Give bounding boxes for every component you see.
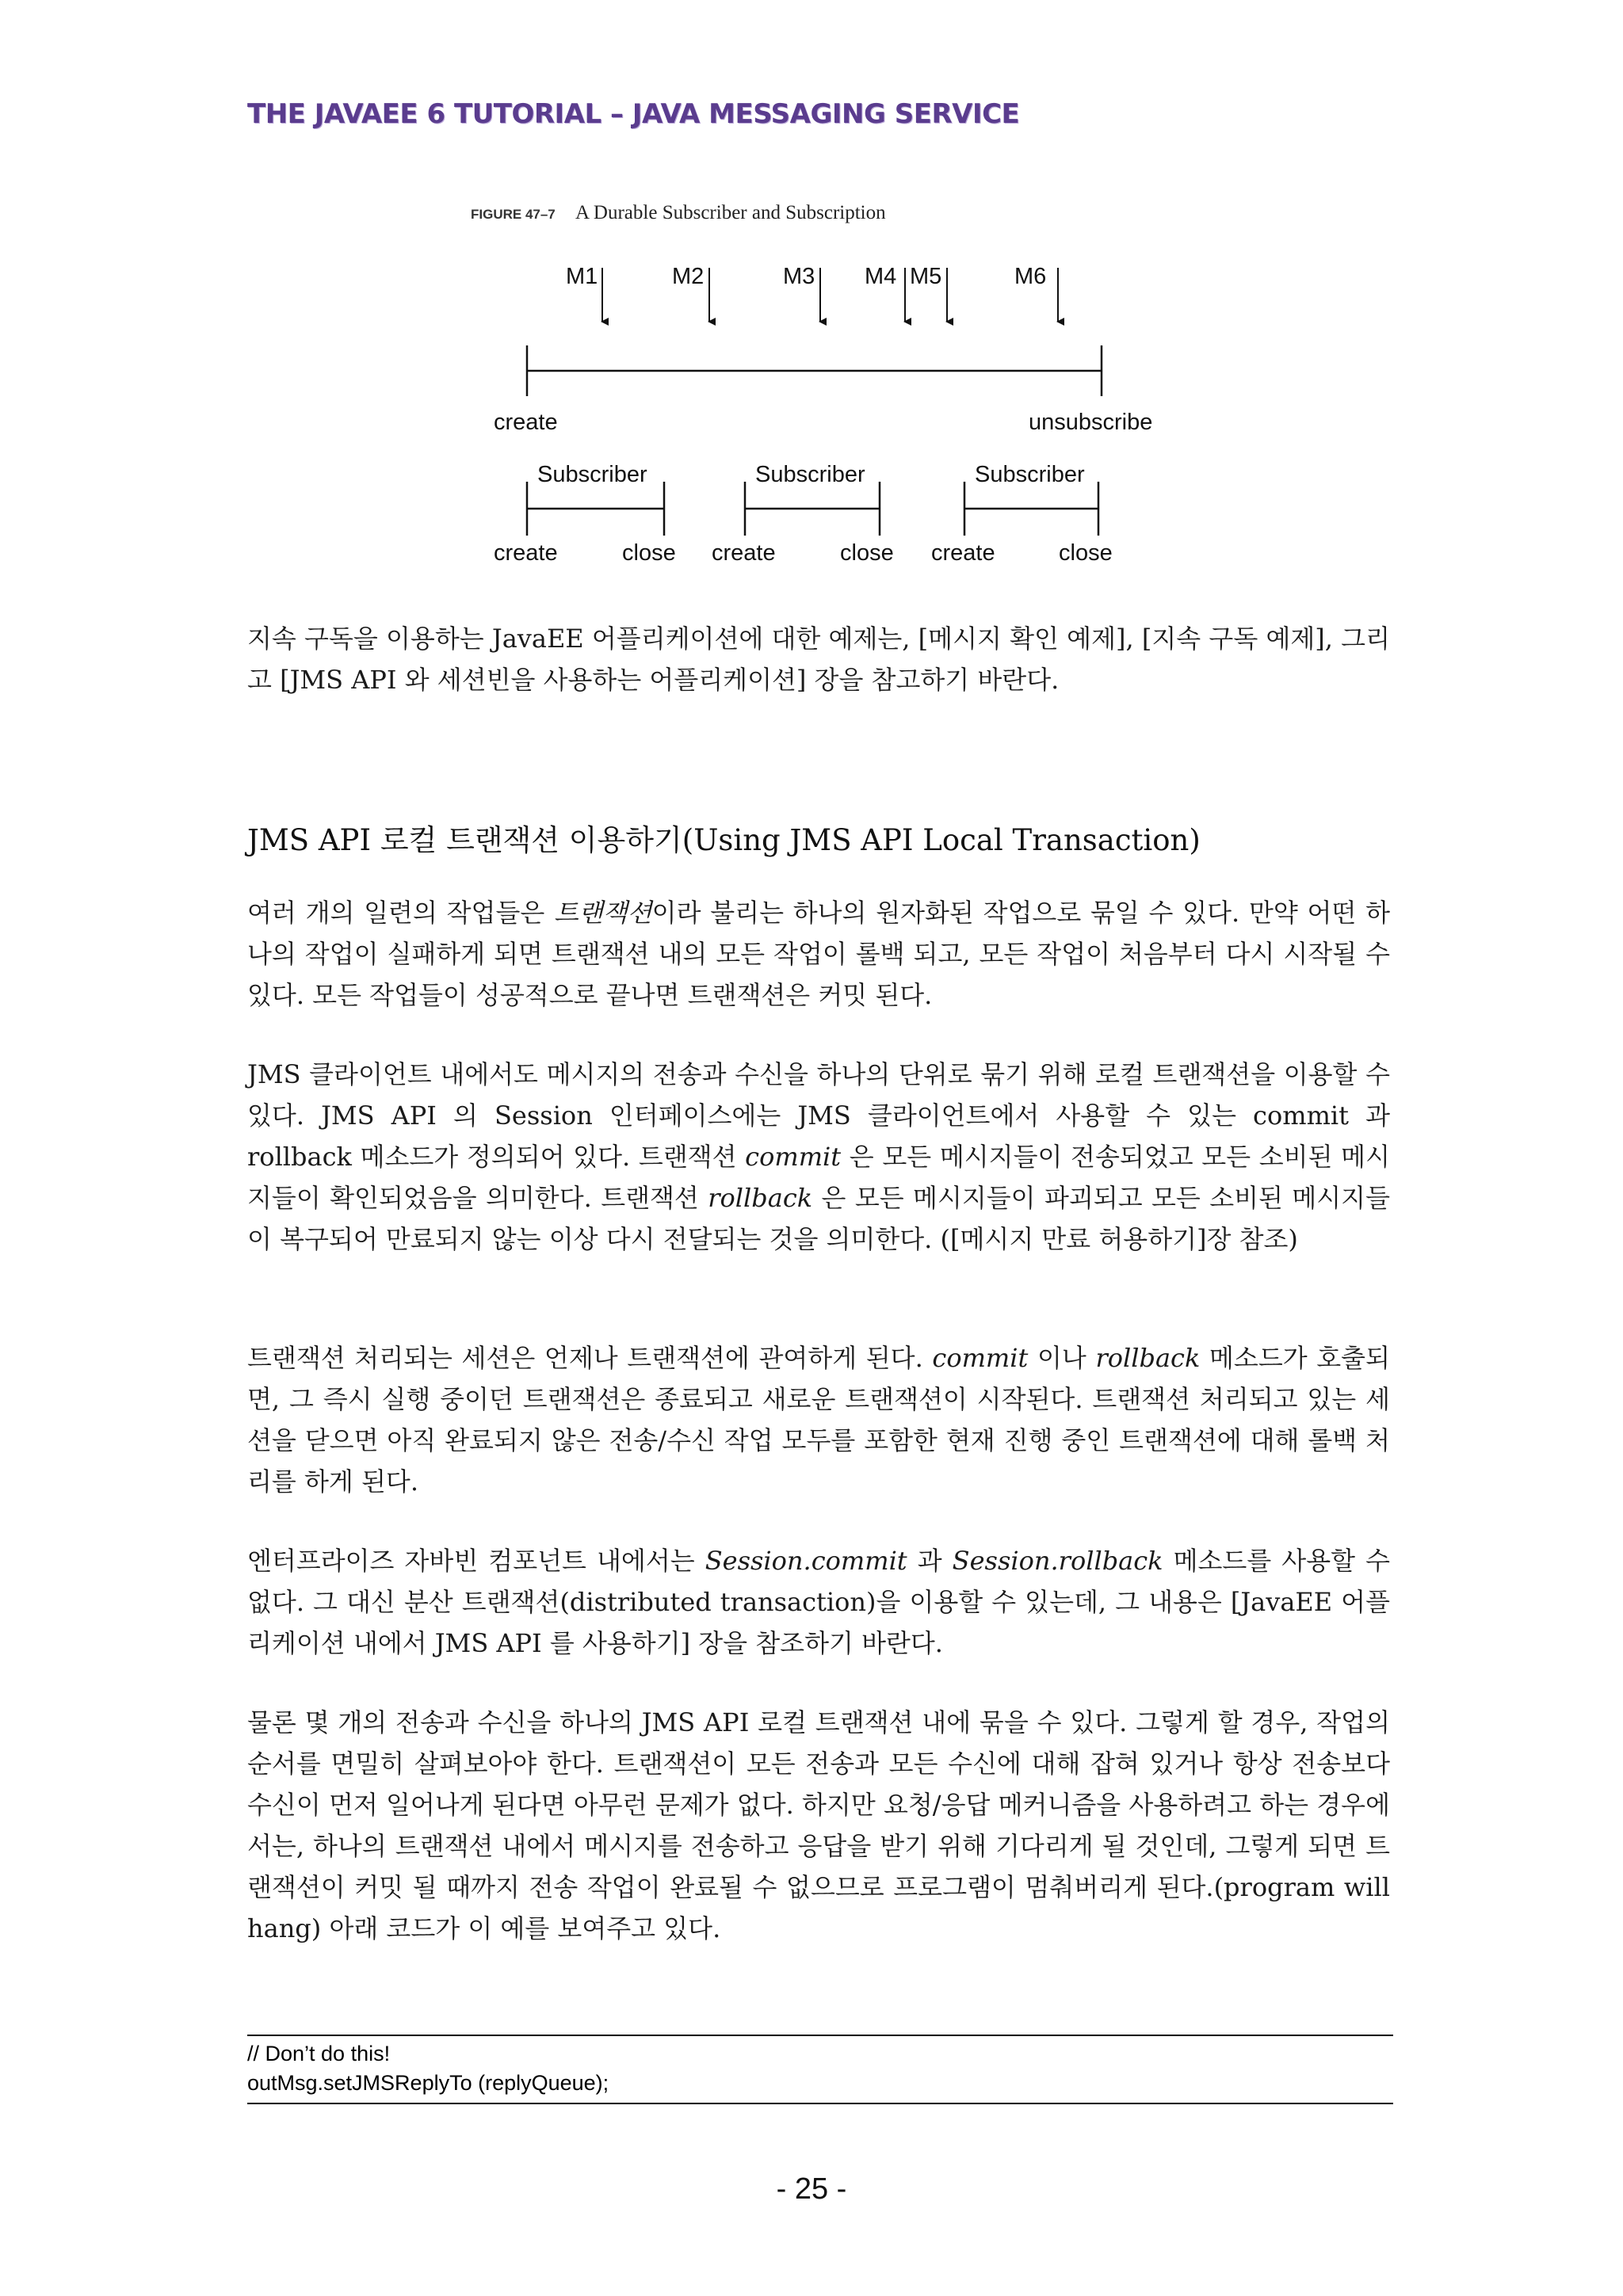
emphasis-transaction: 트랜잭션 <box>554 898 652 928</box>
emphasis-rollback: rollback <box>1095 1343 1201 1373</box>
subscriber-3-title: Subscriber <box>975 462 1085 487</box>
subscriber-2-close-label: close <box>840 540 894 566</box>
figure-caption-label: FIGURE 47–7 <box>471 207 556 222</box>
message-label-m6: M6 <box>1014 264 1047 289</box>
page-number: - 25 - <box>776 2172 847 2206</box>
subscriber-2-create-label: create <box>712 540 776 566</box>
paragraph-text: 이나 <box>1028 1343 1096 1373</box>
paragraph-text: 여러 개의 일련의 작업들은 <box>247 898 555 928</box>
code-line-2: outMsg.setJMSReplyTo (replyQueue); <box>247 2071 609 2095</box>
paragraph-text: 메소드가 호출되면, 그 즉시 실행 중이던 트랜잭션은 종료되고 새로운 트랜잭션이 시작된다. 트랜잭션 처리되고 있는 세션을 닫으면 아직 완료되지 않은 전송/수신 작업 모두를 포함한 현재 진행 중인 트랜잭션에 대해 롤백 처리를 하게 된다. <box>247 1343 1391 1497</box>
subscription-unsubscribe-label: unsubscribe <box>1029 410 1153 435</box>
paragraph-text: 물론 몇 개의 전송과 수신을 하나의 JMS API 로컬 트랜잭션 내에 묶을 수 있다. 그렇게 할 경우, 작업의 순서를 면밀히 살펴보아야 한다. 트랜잭션이 모든 전송과 모든 수신에 대해 잡혀 있거나 항상 전송보다 수신이 먼저 일어나게 된다면 아무런 문제가 없다. 하지만 요청/응답 메커니즘을 사용하려고 하는 경우에서는, 하나의 트랜잭션 내에서 메시지를 전송하고 응답을 받기 위해 기다리게 될 것인데, 그렇게 되면 트랜잭션이 커밋 될 때까지 전송 작업이 완료될 수 없으므로 프로그램이 멈춰버리게 된다.(program will hang) 아래 코드가 이 예를 보여주고 있다. <box>247 1707 1390 1943</box>
subscriber-2-title: Subscriber <box>755 462 865 487</box>
code-listing <box>247 2035 1393 2104</box>
subscriber-3-create-label: create <box>931 540 995 566</box>
paragraph-text: 은 모든 메시지들이 전송되었고 모든 소비된 메시지들이 확인되었음을 의미한다. 트랜잭션 <box>247 1142 1390 1213</box>
figure-diagram <box>460 195 1173 575</box>
emphasis-commit: commit <box>932 1343 1029 1373</box>
paragraph-text: 트랜잭션 처리되는 세션은 언제나 트랜잭션에 관여하게 된다. <box>247 1343 933 1373</box>
figure-caption-text: A Durable Subscriber and Subscription <box>575 202 886 223</box>
message-label-m1: M1 <box>566 264 598 289</box>
subscriber-3-close-label: close <box>1059 540 1113 566</box>
paragraph-text: 이라 불리는 하나의 원자화된 작업으로 묶일 수 있다. 만약 어떤 하나의 작업이 실패하게 되면 트랜잭션 내의 모든 작업이 롤백 되고, 모든 작업이 처음부터 다시 시작될 수 있다. 모든 작업들이 성공적으로 끝나면 트랜잭션은 커밋 된다. <box>247 898 1390 1010</box>
message-label-m5: M5 <box>910 264 942 289</box>
paragraph-request-reply <box>247 1702 1390 1949</box>
figure-durable-subscriber <box>460 195 1173 575</box>
paragraph-text: 엔터프라이즈 자바빈 컴포넌트 내에서는 <box>247 1546 705 1576</box>
paragraph-text: JMS 클라이언트 내에서도 메시지의 전송과 수신을 하나의 단위로 묶기 위해 로컬 트랜잭션을 이용할 수 있다. JMS API 의 Session 인터페이스에는 JMS 클라이언트에서 사용할 수 있는 commit 과 rollback 메소드가 정의되어 있다. 트랜잭션 <box>247 1059 1390 1172</box>
subscriber-1-close-label: close <box>622 540 676 566</box>
paragraph-text: 메소드를 사용할 수 없다. 그 대신 분산 트랜잭션(distributed transaction)을 이용할 수 있는데, 그 내용은 [JavaEE 어플리케이션 내에서 JMS API 를 사용하기] 장을 참조하기 바란다. <box>247 1546 1390 1658</box>
subscription-create-label: create <box>494 410 558 435</box>
emphasis-session-rollback: Session.rollback <box>952 1546 1163 1576</box>
paragraph-durable-examples <box>247 618 1390 700</box>
emphasis-rollback: rollback <box>708 1183 813 1213</box>
message-label-m3: M3 <box>783 264 815 289</box>
subscriber-1-title: Subscriber <box>537 462 647 487</box>
section-title: JMS API 로컬 트랜잭션 이용하기(Using JMS API Local Transaction) <box>247 823 1201 857</box>
message-label-m2: M2 <box>672 264 705 289</box>
emphasis-session-commit: Session.commit <box>705 1546 907 1576</box>
paragraph-text: 과 <box>907 1546 953 1576</box>
paragraph-text: 은 모든 메시지들이 파괴되고 모든 소비된 메시지들이 복구되어 만료되지 않는 이상 다시 전달되는 것을 의미한다. ([메시지 만료 허용하기]장 참조) <box>247 1183 1390 1254</box>
paragraph-local-transaction <box>247 1054 1390 1260</box>
running-header: THE JAVAEE 6 TUTORIAL – JAVA MESSAGING SERVICE <box>247 98 1020 130</box>
message-label-m4: M4 <box>865 264 897 289</box>
paragraph-transacted-session <box>247 1337 1390 1502</box>
paragraph-transaction-intro <box>247 892 1390 1016</box>
paragraph-text: 지속 구독을 이용하는 JavaEE 어플리케이션에 대한 예제는, [메시지 확인 예제], [지속 구독 예제], 그리고 [JMS API 와 세션빈을 사용하는 어플리케이션] 장을 참고하기 바란다. <box>247 624 1390 695</box>
emphasis-commit: commit <box>745 1142 842 1172</box>
code-line-1: // Don’t do this! <box>247 2042 391 2065</box>
subscriber-1-create-label: create <box>494 540 558 566</box>
paragraph-ejb <box>247 1540 1390 1664</box>
